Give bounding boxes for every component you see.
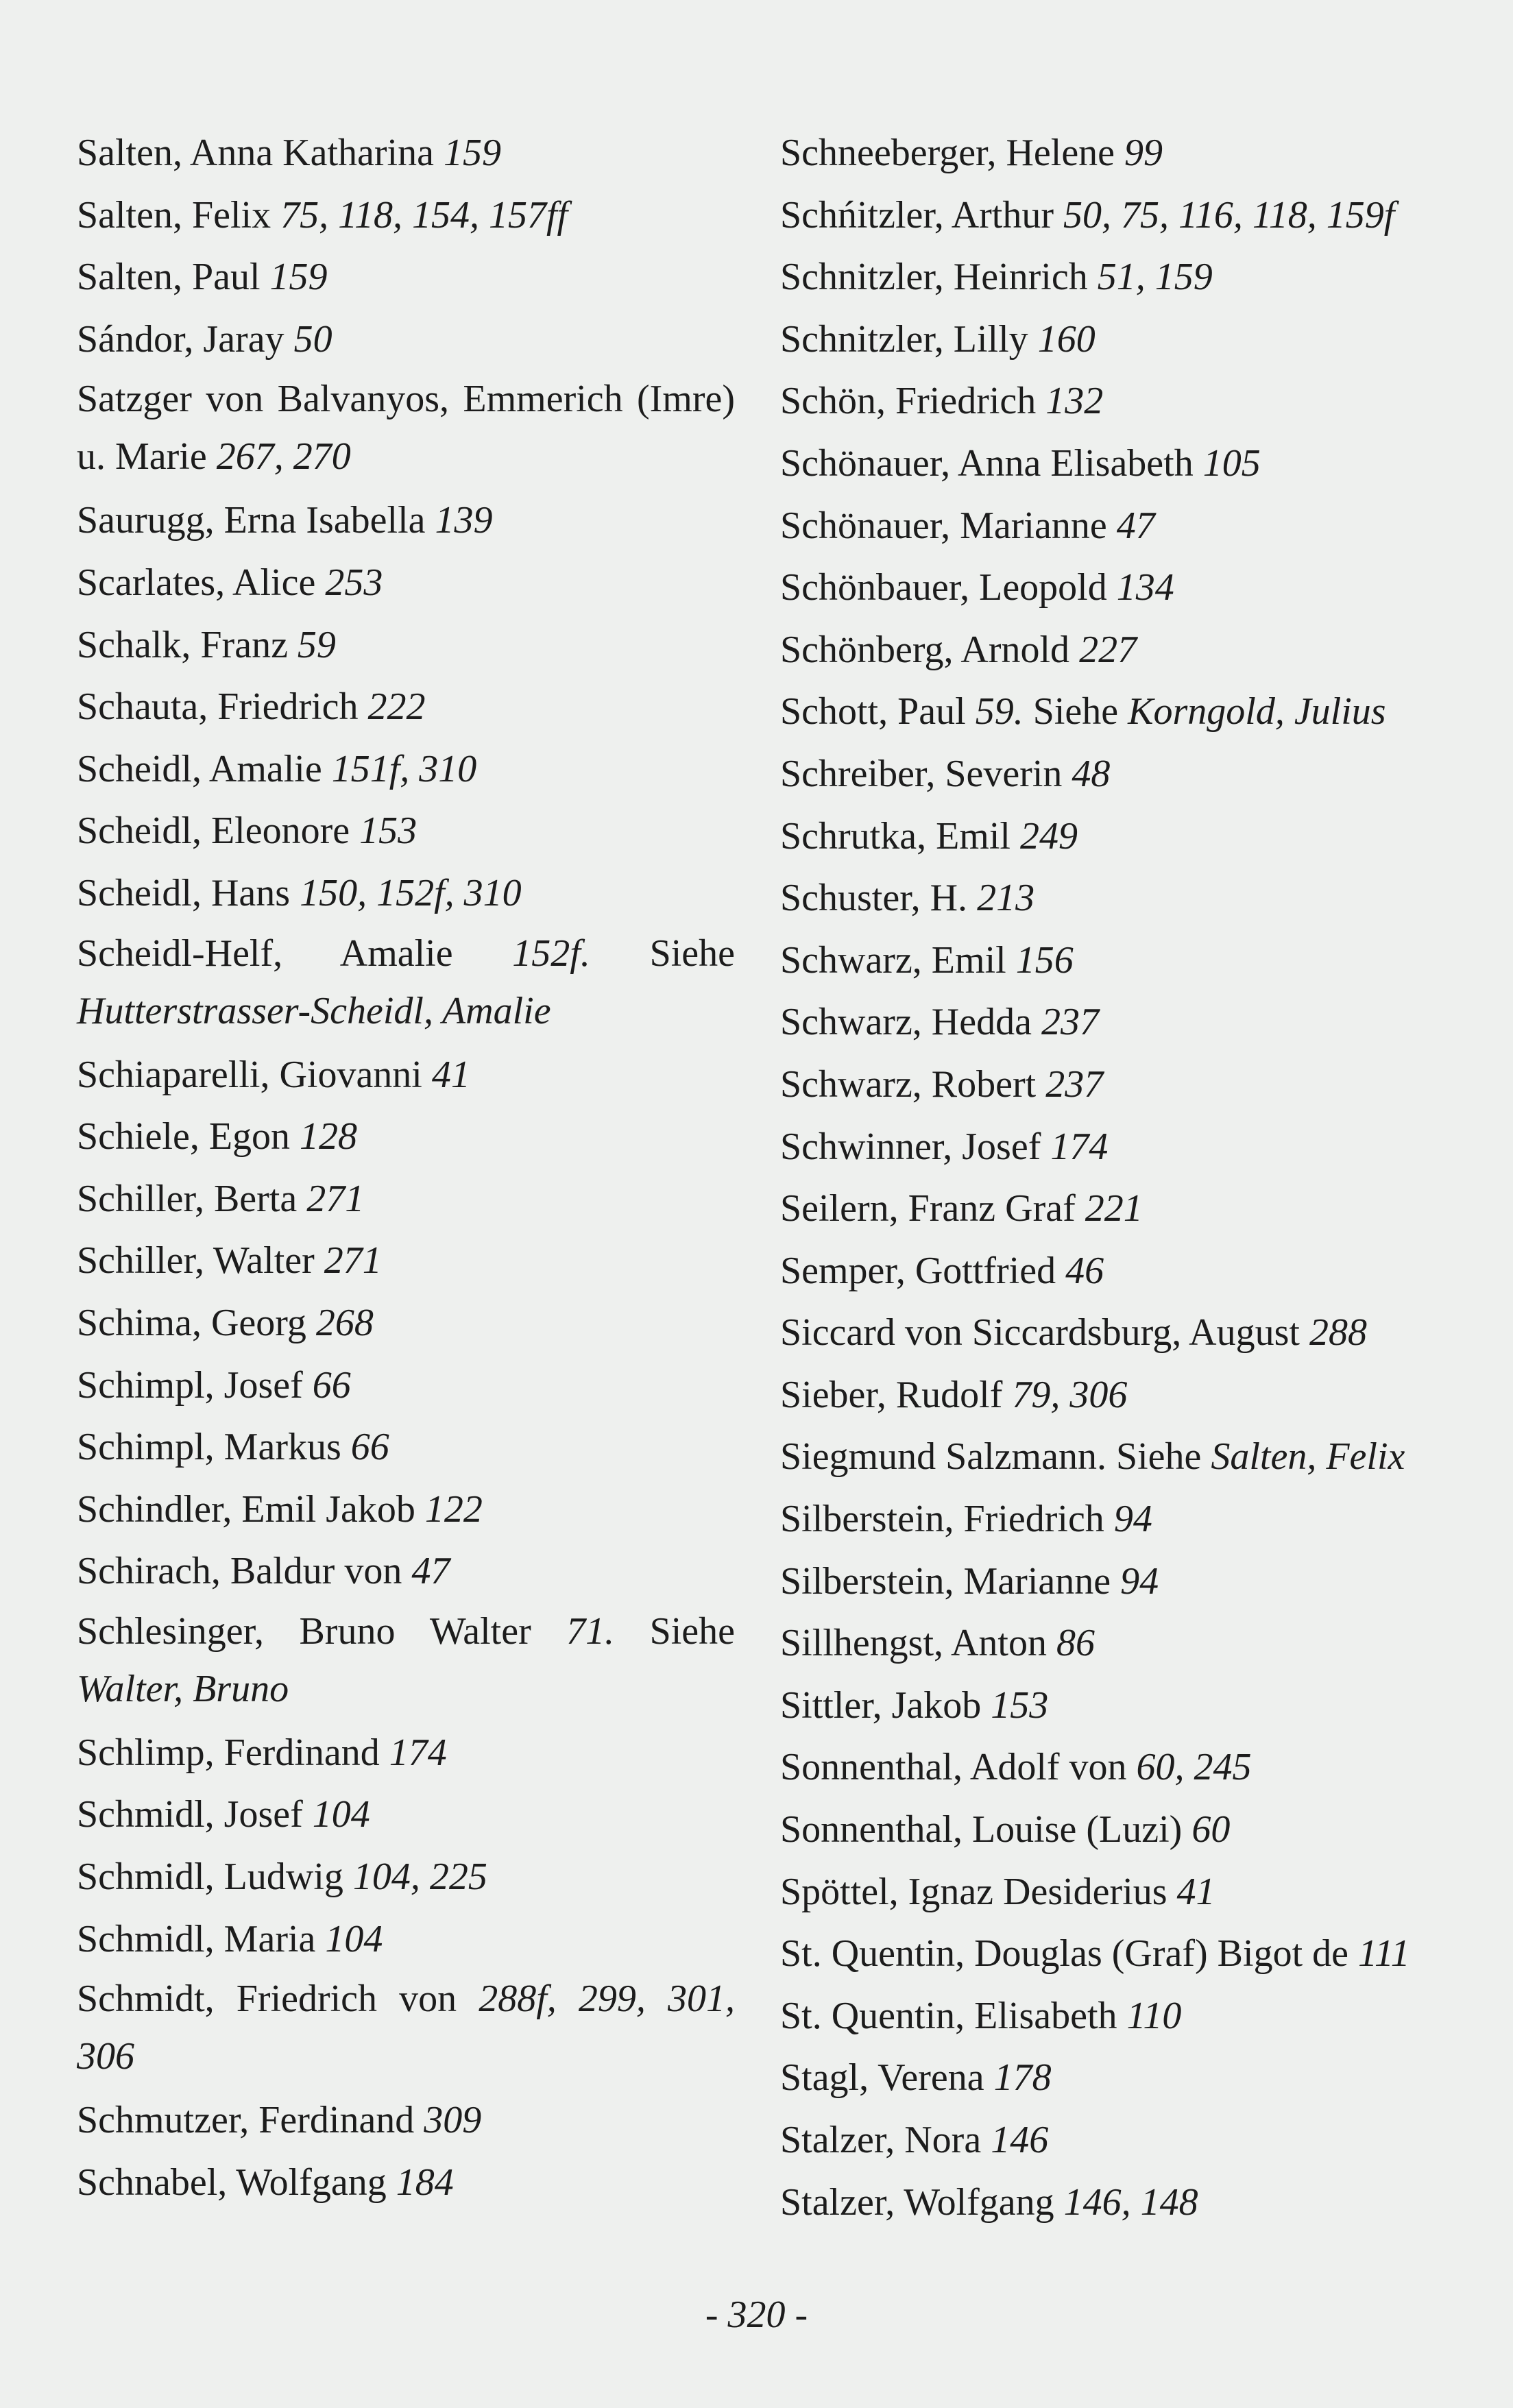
entry-name: Schlesinger, Bruno Walter bbox=[77, 1609, 531, 1653]
index-entry bbox=[780, 246, 1438, 308]
entry-name: Schima, Georg bbox=[77, 1301, 306, 1344]
index-entry bbox=[77, 370, 735, 485]
entry-name: Schmidl, Maria bbox=[77, 1917, 316, 1960]
entry-pages: 271 bbox=[324, 1239, 382, 1282]
entry-pages: 288 bbox=[1309, 1311, 1367, 1354]
entry-see-label: Siehe bbox=[649, 1609, 736, 1653]
entry-pages: 41 bbox=[431, 1053, 470, 1096]
entry-pages: 51, 159 bbox=[1097, 256, 1213, 299]
index-entry bbox=[780, 2047, 1438, 2109]
entry-pages: 146 bbox=[991, 2119, 1049, 2161]
entry-cross-reference: Walter, Bruno bbox=[77, 1667, 289, 1710]
index-entry bbox=[77, 614, 735, 677]
index-entry bbox=[77, 552, 735, 614]
index-entry bbox=[77, 1292, 735, 1354]
entry-name: Schiele, Egon bbox=[77, 1115, 291, 1158]
entry-name: Schlimp, Ferdinand bbox=[77, 1731, 380, 1774]
index-entry bbox=[77, 2152, 735, 2214]
entry-see-label: Siehe bbox=[1032, 690, 1119, 733]
index-entry bbox=[780, 2172, 1438, 2234]
index-entry bbox=[77, 1416, 735, 1479]
entry-name: Scheidl, Eleonore bbox=[77, 810, 350, 853]
entry-name: Schmidl, Ludwig bbox=[77, 1856, 343, 1899]
entry-pages: 50, 75, 116, 118, 159f bbox=[1063, 193, 1395, 236]
entry-name: Schönberg, Arnold bbox=[780, 628, 1070, 671]
entry-pages: 94 bbox=[1120, 1559, 1159, 1603]
entry-pages: 178 bbox=[993, 2056, 1052, 2100]
entry-name: Schuster, H. bbox=[780, 877, 968, 920]
index-entry bbox=[780, 1178, 1438, 1240]
entry-name: Schiller, Berta bbox=[77, 1177, 298, 1220]
entry-see-label: Siehe bbox=[649, 932, 735, 975]
entry-pages: 48 bbox=[1072, 752, 1111, 795]
index-entry bbox=[780, 122, 1438, 184]
index-entry bbox=[780, 1302, 1438, 1364]
entry-name: Schwarz, Emil bbox=[780, 938, 1006, 982]
entry-name: Sillhengst, Anton bbox=[780, 1622, 1047, 1665]
entry-pages: 71. bbox=[566, 1609, 615, 1653]
footer-suffix: - bbox=[795, 2294, 808, 2336]
entry-cross-reference: Salten, Felix bbox=[1211, 1435, 1405, 1479]
entry-name: Seilern, Franz Graf bbox=[780, 1187, 1076, 1230]
entry-pages: 60, 245 bbox=[1136, 1746, 1252, 1789]
index-entry bbox=[780, 495, 1438, 557]
entry-name: Semper, Gottfried bbox=[780, 1249, 1056, 1292]
entry-pages: 111 bbox=[1357, 1932, 1410, 1975]
index-entry bbox=[77, 1722, 735, 1784]
entry-pages: 159 bbox=[443, 132, 501, 174]
index-entry bbox=[780, 184, 1438, 247]
entry-pages: 267, 270 bbox=[216, 435, 351, 478]
entry-pages: 249 bbox=[1019, 814, 1078, 858]
index-entry bbox=[780, 1240, 1438, 1302]
entry-pages: 59. bbox=[975, 690, 1024, 733]
entry-pages: 41 bbox=[1176, 1870, 1215, 1913]
entry-name: Schindler, Emil Jakob bbox=[77, 1487, 415, 1531]
entry-pages: 159 bbox=[269, 256, 328, 299]
entry-name: Schalk, Franz bbox=[77, 623, 288, 666]
index-entry bbox=[77, 1230, 735, 1292]
entry-cross-reference: Hutterstrasser-Scheidl, Amalie bbox=[77, 989, 551, 1032]
index-entry bbox=[77, 489, 735, 552]
entry-name: Sándor, Jaray bbox=[77, 317, 285, 361]
entry-name: Schwarz, Hedda bbox=[780, 1001, 1032, 1044]
index-entry bbox=[77, 1846, 735, 1908]
entry-name: Salten, Felix bbox=[77, 193, 271, 236]
index-entry bbox=[77, 1784, 735, 1846]
entry-pages: 50 bbox=[293, 317, 332, 361]
index-entry bbox=[780, 1550, 1438, 1613]
entry-pages: 47 bbox=[411, 1550, 450, 1593]
right-column bbox=[780, 122, 1438, 2233]
index-entry bbox=[77, 862, 735, 925]
index-entry bbox=[780, 1799, 1438, 1861]
index-entry bbox=[77, 246, 735, 308]
entry-cross-reference: Korngold, Julius bbox=[1128, 690, 1386, 733]
entry-name: Schön, Friedrich bbox=[780, 380, 1037, 423]
entry-pages: 110 bbox=[1126, 1994, 1182, 2037]
index-entry bbox=[77, 308, 735, 371]
entry-name: Stalzer, Wolfgang bbox=[780, 2180, 1054, 2224]
index-entry bbox=[77, 1479, 735, 1541]
index-entry bbox=[77, 184, 735, 247]
entry-name: Silberstein, Friedrich bbox=[780, 1498, 1104, 1541]
entry-pages: 222 bbox=[367, 685, 426, 729]
index-entry bbox=[780, 867, 1438, 929]
entry-name: Scheidl-Helf, Amalie bbox=[77, 932, 453, 975]
entry-name: Schnabel, Wolfgang bbox=[77, 2161, 387, 2204]
entry-pages: 79, 306 bbox=[1012, 1373, 1128, 1416]
index-entry bbox=[780, 433, 1438, 495]
entry-name: Schrutka, Emil bbox=[780, 814, 1010, 858]
entry-pages: 184 bbox=[396, 2161, 454, 2204]
index-entry bbox=[780, 929, 1438, 992]
index-entry bbox=[77, 1044, 735, 1106]
index-entry bbox=[77, 2089, 735, 2152]
index-entry bbox=[77, 1603, 735, 1718]
entry-pages: 288f, 299, 301, 306 bbox=[77, 1978, 736, 2078]
entry-pages: 139 bbox=[435, 499, 493, 542]
entry-pages: 309 bbox=[424, 2099, 482, 2142]
entry-pages: 153 bbox=[359, 810, 417, 853]
entry-pages: 237 bbox=[1041, 1001, 1099, 1044]
entry-name: Schńitzler, Arthur bbox=[780, 193, 1054, 236]
entry-pages: 104 bbox=[325, 1917, 383, 1960]
entry-name: Schreiber, Severin bbox=[780, 752, 1063, 795]
entry-name: Schmutzer, Ferdinand bbox=[77, 2099, 415, 2142]
entry-pages: 94 bbox=[1113, 1498, 1152, 1541]
index-entry bbox=[77, 676, 735, 738]
entry-name: Schönauer, Anna Elisabeth bbox=[780, 441, 1194, 485]
entry-name: Scheidl, Amalie bbox=[77, 747, 322, 790]
entry-name: Sonnenthal, Louise (Luzi) bbox=[780, 1808, 1183, 1851]
entry-pages: 47 bbox=[1116, 504, 1155, 547]
entry-name: Schmidl, Josef bbox=[77, 1793, 303, 1836]
index-entry bbox=[780, 1675, 1438, 1737]
entry-pages: 46 bbox=[1065, 1249, 1104, 1292]
index-entry bbox=[780, 743, 1438, 805]
entry-name: Schiaparelli, Giovanni bbox=[77, 1053, 422, 1096]
entry-pages: 160 bbox=[1037, 317, 1096, 361]
entry-name: Siegmund Salzmann. bbox=[780, 1435, 1106, 1479]
entry-pages: 150, 152f, 310 bbox=[300, 871, 522, 914]
entry-pages: 134 bbox=[1116, 566, 1174, 609]
entry-name: Schimpl, Markus bbox=[77, 1426, 341, 1469]
index-entry bbox=[77, 1908, 735, 1971]
entry-name: Schimpl, Josef bbox=[77, 1363, 303, 1407]
entry-pages: 268 bbox=[315, 1301, 374, 1344]
index-entry bbox=[780, 308, 1438, 371]
index-entry bbox=[780, 1426, 1438, 1488]
index-entry bbox=[77, 925, 735, 1040]
index-entry bbox=[780, 1923, 1438, 1985]
entry-pages: 271 bbox=[306, 1177, 365, 1220]
entry-name: Spöttel, Ignaz Desiderius bbox=[780, 1870, 1167, 1913]
index-entry bbox=[780, 991, 1438, 1054]
entry-pages: 99 bbox=[1124, 132, 1163, 174]
entry-pages: 59 bbox=[297, 623, 336, 666]
entry-pages: 132 bbox=[1045, 380, 1104, 423]
entry-name: Saurugg, Erna Isabella bbox=[77, 499, 426, 542]
entry-pages: 146, 148 bbox=[1063, 2180, 1198, 2224]
entry-name: Schmidt, Friedrich von bbox=[77, 1978, 457, 2021]
entry-name: Sittler, Jakob bbox=[780, 1683, 982, 1727]
entry-name: Schwinner, Josef bbox=[780, 1125, 1041, 1168]
entry-name: Silberstein, Marianne bbox=[780, 1559, 1111, 1603]
index-entry bbox=[780, 681, 1438, 743]
entry-name: Scheidl, Hans bbox=[77, 871, 291, 914]
index-entry bbox=[780, 1364, 1438, 1426]
index-entry bbox=[77, 738, 735, 801]
entry-name: Schönauer, Marianne bbox=[780, 504, 1107, 547]
page-footer bbox=[0, 2293, 1513, 2337]
index-entry bbox=[780, 1985, 1438, 2047]
entry-pages: 105 bbox=[1202, 441, 1261, 485]
entry-see-label: Siehe bbox=[1115, 1435, 1202, 1479]
entry-pages: 237 bbox=[1045, 1062, 1104, 1106]
index-entry bbox=[780, 619, 1438, 681]
index-entry bbox=[77, 1970, 735, 2085]
entry-pages: 75, 118, 154, 157ff bbox=[280, 193, 568, 236]
entry-name: Satzger von Balvanyos, Emmerich (Imre) u. Marie bbox=[77, 378, 735, 478]
entry-pages: 174 bbox=[389, 1731, 447, 1774]
entry-name: Schnitzler, Lilly bbox=[780, 317, 1028, 361]
entry-pages: 253 bbox=[325, 561, 383, 604]
index-entry bbox=[77, 1540, 735, 1603]
index-entry bbox=[77, 1106, 735, 1168]
index-entry bbox=[780, 557, 1438, 619]
index-entry bbox=[780, 1736, 1438, 1799]
entry-pages: 86 bbox=[1056, 1622, 1095, 1665]
entry-name: Schnitzler, Heinrich bbox=[780, 256, 1088, 299]
index-entry bbox=[780, 370, 1438, 433]
entry-pages: 128 bbox=[300, 1115, 358, 1158]
entry-name: Schirach, Baldur von bbox=[77, 1550, 402, 1593]
entry-name: Scarlates, Alice bbox=[77, 561, 316, 604]
index-entry bbox=[780, 1054, 1438, 1116]
entry-pages: 174 bbox=[1050, 1125, 1109, 1168]
entry-name: Salten, Anna Katharina bbox=[77, 132, 434, 174]
index-entry bbox=[780, 1861, 1438, 1923]
index-entry bbox=[780, 1488, 1438, 1550]
entry-pages: 66 bbox=[350, 1426, 389, 1469]
entry-name: Sonnenthal, Adolf von bbox=[780, 1746, 1127, 1789]
entry-pages: 213 bbox=[977, 877, 1035, 920]
entry-name: Stalzer, Nora bbox=[780, 2119, 982, 2161]
entry-name: Schott, Paul bbox=[780, 690, 966, 733]
entry-name: Stagl, Verena bbox=[780, 2056, 984, 2100]
entry-name: St. Quentin, Elisabeth bbox=[780, 1994, 1117, 2037]
footer-prefix: - bbox=[705, 2294, 718, 2336]
entry-pages: 104, 225 bbox=[352, 1856, 487, 1899]
index-entry bbox=[780, 805, 1438, 868]
entry-pages: 153 bbox=[991, 1683, 1049, 1727]
entry-pages: 151f, 310 bbox=[331, 747, 477, 790]
entry-name: Schneeberger, Helene bbox=[780, 132, 1115, 174]
index-entry bbox=[77, 1168, 735, 1230]
left-column bbox=[77, 122, 735, 2213]
entry-pages: 152f. bbox=[512, 932, 590, 975]
entry-name: Salten, Paul bbox=[77, 256, 261, 299]
index-entry bbox=[77, 122, 735, 184]
entry-pages: 227 bbox=[1079, 628, 1137, 671]
entry-pages: 104 bbox=[312, 1793, 370, 1836]
entry-name: Schwarz, Robert bbox=[780, 1062, 1037, 1106]
index-entry bbox=[77, 1354, 735, 1417]
entry-name: Schiller, Walter bbox=[77, 1239, 315, 1282]
index-entry bbox=[780, 1612, 1438, 1675]
entry-pages: 156 bbox=[1015, 938, 1074, 982]
entry-name: Siccard von Siccardsburg, August bbox=[780, 1311, 1300, 1354]
entry-pages: 66 bbox=[312, 1363, 351, 1407]
entry-name: St. Quentin, Douglas (Graf) Bigot de bbox=[780, 1932, 1348, 1975]
entry-name: Sieber, Rudolf bbox=[780, 1373, 1003, 1416]
page-number: 320 bbox=[727, 2294, 786, 2336]
entry-name: Schauta, Friedrich bbox=[77, 685, 359, 729]
entry-name: Schönbauer, Leopold bbox=[780, 566, 1107, 609]
index-entry bbox=[77, 800, 735, 862]
index-entry bbox=[780, 2109, 1438, 2172]
entry-pages: 122 bbox=[424, 1487, 483, 1531]
entry-pages: 60 bbox=[1191, 1808, 1231, 1851]
entry-pages: 221 bbox=[1085, 1187, 1143, 1230]
index-entry bbox=[780, 1116, 1438, 1178]
